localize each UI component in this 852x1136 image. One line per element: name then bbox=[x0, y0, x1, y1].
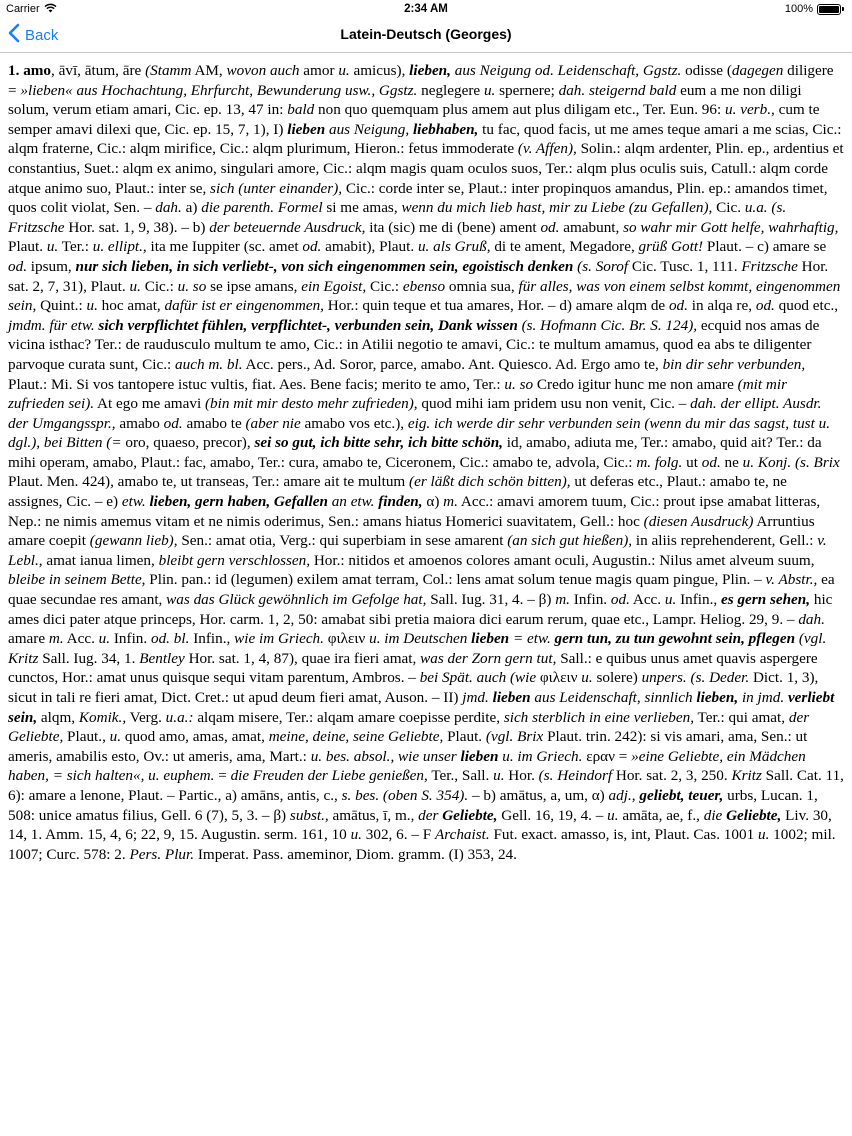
entry-segment: si me amas, bbox=[322, 199, 402, 217]
entry-segment: Quint.: bbox=[36, 297, 87, 315]
entry-segment: (aber nie bbox=[245, 414, 301, 432]
entry-segment: s. bes. (oben S. 354). bbox=[341, 786, 469, 804]
battery-fill bbox=[819, 6, 839, 13]
entry-segment: alqam misere, Ter.: alqam amare coepisse perdite, bbox=[193, 708, 504, 726]
entry-segment: adj., bbox=[608, 786, 636, 804]
entry-segment: der Geliebte, bbox=[8, 708, 810, 746]
entry-segment: liebhaben, bbox=[412, 120, 479, 138]
entry-segment: , āvī, ātum, āre bbox=[51, 62, 146, 79]
entry-segment: eig. ich werde dir sehr verbunden sein (wenn du mir das sagst, tust u. dgl.), bei Bitten (= bbox=[8, 414, 830, 452]
entry-segment: Cic.: bbox=[140, 277, 178, 295]
entry-segment: spernere; bbox=[495, 81, 559, 99]
entry-segment: (s. Sorof bbox=[573, 257, 629, 275]
entry-segment: u. so bbox=[177, 277, 207, 295]
entry-segment: α) bbox=[422, 493, 444, 511]
entry-segment: Geliebte, bbox=[722, 806, 782, 824]
entry-segment: a) bbox=[181, 199, 202, 217]
entry-segment: quod etc., bbox=[774, 297, 839, 315]
entry-segment: (er läßt dich schön bitten), bbox=[409, 473, 571, 491]
dictionary-entry bbox=[8, 61, 844, 864]
entry-segment: an etw. bbox=[327, 493, 375, 511]
wifi-icon bbox=[44, 3, 57, 16]
entry-segment: ita (sic) me di (bene) ament bbox=[365, 218, 541, 236]
entry-segment: Gell. 16, 19, 4. – bbox=[497, 806, 608, 824]
entry-segment: u. bbox=[581, 669, 593, 687]
entry-segment: Cic. Tusc. 1, 111. bbox=[628, 257, 742, 275]
entry-segment: Sall. Iug. 31, 4. – β) bbox=[426, 591, 556, 609]
entry-segment: lieben, bbox=[409, 62, 451, 79]
entry-segment: v. Abstr., bbox=[765, 571, 818, 589]
entry-segment: Credo igitur hunc me non amare bbox=[533, 375, 738, 393]
entry-segment: od. bbox=[302, 238, 322, 256]
entry-segment: Ter.: bbox=[58, 238, 93, 256]
entry-segment: verliebt sein, bbox=[8, 689, 835, 726]
entry-segment: di te ament, Megadore, bbox=[490, 238, 639, 256]
page-title: Latein-Deutsch (Georges) bbox=[340, 26, 512, 42]
entry-segment: etw. bbox=[121, 493, 146, 511]
entry-segment: jmd. bbox=[462, 689, 489, 706]
entry-segment: u. so bbox=[504, 375, 534, 393]
entry-segment: u. bbox=[46, 238, 59, 256]
entry-segment: wovon auch bbox=[226, 62, 300, 79]
entry-segment: ipsum, bbox=[26, 257, 76, 275]
entry-segment: Solin.: alqm ardenter, Plin. ep., ardentius et constantius, Suet.: alqm ex animo, singulari amore, Cic.: alqm magis quam oculos suos, Ter.: alqm plus oculis suis, Catull.: alqm corde atque animo suo, Plaut.: inter se, bbox=[8, 140, 844, 197]
entry-segment: u. bbox=[338, 62, 350, 79]
entry-segment: die Freuden der Liebe genießen, bbox=[230, 767, 428, 785]
entry-segment: ne bbox=[720, 453, 743, 471]
entry-segment: Infin., bbox=[189, 630, 235, 648]
entry-segment: nur sich lieben, in sich verliebt-, von sich eingenommen sein, egoistisch denken bbox=[75, 257, 574, 275]
entry-segment: Plaut.: Mi. Si vos tantopere istuc vultis, fiat. Aes. Bene facis; merito te amo, Ter.: bbox=[8, 375, 505, 393]
entry-segment: Plaut. bbox=[8, 238, 47, 256]
entry-segment: id, amabo, adiuta me, Ter.: amabo, quid ait? Ter.: da mihi operam, amabo, Plaut.: fac, amabo, Ter.: cura, amabo te, Ciceronem, Cic.: amabo te, advola, Cic.: bbox=[8, 434, 822, 471]
entry-segment: (s. Heindorf bbox=[538, 767, 613, 785]
entry-segment: gern tun, zu tun gewohnt sein, pflegen bbox=[550, 630, 796, 648]
entry-segment: quod mihi iam pridem usu non venit, Cic. – bbox=[417, 395, 691, 413]
entry-segment: Infin., bbox=[676, 591, 722, 609]
entry-segment: dagegen bbox=[731, 62, 784, 79]
back-label: Back bbox=[25, 26, 59, 44]
entry-segment: bin dir sehr verbunden, bbox=[662, 355, 806, 373]
entry-segment: aus Neigung, bbox=[325, 120, 413, 138]
entry-segment: Fritzsche bbox=[741, 257, 798, 275]
entry-segment: od. bbox=[701, 453, 721, 471]
entry-segment: »eine Geliebte, ein Mädchen haben, = sich halten«, u. euphem. bbox=[8, 747, 806, 785]
entry-segment: AM, bbox=[191, 62, 227, 79]
entry-segment: Cic.: corde inter se, Plaut.: inter propinquos amandus, Plin. ep.: amandos timet, quos colit violat, Sen. – bbox=[8, 179, 828, 217]
entry-segment: sich verpflichtet fühlen, verpflichtet-, verbunden sein, Dank wissen bbox=[94, 316, 518, 334]
entry-segment: = bbox=[214, 767, 231, 785]
entry-segment: odisse ( bbox=[681, 62, 732, 79]
entry-segment: Sall. Iug. 34, 1. bbox=[38, 649, 140, 667]
entry-segment: auch m. bl. bbox=[175, 355, 243, 373]
entry-segment: amabo bbox=[115, 414, 164, 432]
entry-segment: u. bbox=[483, 81, 496, 99]
entry-segment: ecquid nos amas de vicina isthac? Ter.: de raudusculo multum te amo, Cic.: in Atilii negotio te amavi, Cic.: te multum amamus, quod ea abs te diligenter parvoque curata sunt, Cic.: bbox=[8, 316, 820, 373]
entry-segment: hoc amat, bbox=[97, 297, 165, 315]
entry-segment: Acc. pers., Ad. Soror, parce, amabo. Ant. Quiesco. Ad. Ergo amo te, bbox=[242, 355, 663, 373]
entry-segment: lieben bbox=[287, 120, 326, 138]
entry-segment: amicus), bbox=[349, 62, 410, 79]
entry-segment: grüß Gott! bbox=[638, 238, 704, 256]
entry-segment: bald bbox=[287, 101, 315, 119]
entry-segment: für alles, was von einem selbst kommt, eingenommen sein, bbox=[8, 277, 841, 315]
entry-segment: neglegere bbox=[417, 81, 484, 99]
entry-segment: Hor. sat. 1, 9, 38). – b) bbox=[64, 218, 210, 236]
entry-segment: Acc.: amavi amorem tuum, Cic.: prout ipse amabat litteras, Nep.: ne nimis amemus vitam et ne nimis oderimus, Sen.: amans hiatus Homerici suavitatem, Gell.: hoc bbox=[8, 493, 821, 530]
entry-segment: bei Spät. auch (wie bbox=[419, 669, 537, 687]
entry-segment: cum te semper amavi dilexi que, Cic. ep. 15, 7, 1), I) bbox=[8, 101, 820, 138]
entry-segment: so wahr mir Gott helfe, wahrhaftig, bbox=[623, 218, 839, 236]
entry-segment: Pers. Plur. bbox=[129, 845, 195, 863]
entry-segment: wenn du mich lieb hast, mir zu Liebe (zu Gefallen), bbox=[401, 199, 713, 217]
entry-segment: tu fac, quod facis, ut me ames teque amari a me scias, Cic.: alqm fraterne, Cic.: alqm mirifice, Cic.: alqm plurimum, Hieron.: fetus immoderate bbox=[8, 120, 842, 158]
entry-segment: Arruntius amare coepit bbox=[8, 512, 815, 550]
entry-segment: 302, 6. – F bbox=[361, 826, 435, 844]
entry-segment: Plaut. trin. 242): si vis amari, ama, Sen.: ut ameris, amabilis esto, Ov.: ut ameris, ama, Mart.: bbox=[8, 728, 808, 765]
entry-segment: oro, quaeso, precor), bbox=[121, 434, 255, 452]
entry-segment: (vgl. Brix bbox=[485, 728, 544, 746]
entry-segment: se ipse amans, bbox=[206, 277, 302, 295]
entry-segment: = etw. bbox=[509, 630, 551, 648]
entry-segment: u. im Deutschen bbox=[369, 630, 468, 648]
entry-segment: Plaut. – c) amare se bbox=[703, 238, 827, 256]
entry-segment: bleibe in seinem Bette, bbox=[8, 571, 146, 589]
battery-icon bbox=[817, 4, 841, 15]
entry-segment: der bbox=[418, 806, 439, 824]
entry-segment: u. verb., bbox=[725, 101, 775, 119]
entry-segment: Sen.: amat otia, Verg.: qui superbiam in sese amarent bbox=[177, 532, 508, 550]
entry-segment: »lieben« aus Hochachtung, Ehrfurcht, Bewunderung usw., Ggstz. bbox=[20, 81, 418, 99]
status-right bbox=[785, 3, 844, 15]
carrier-label: Carrier bbox=[6, 3, 40, 15]
entry-segment: m. folg. bbox=[636, 453, 683, 471]
entry-segment: u. im Griech. bbox=[498, 747, 583, 765]
entry-segment: (gewann lieb), bbox=[89, 532, 178, 550]
entry-segment: Hor.: quin teque et tua amares, Hor. – d) amare alqm de bbox=[323, 297, 669, 315]
entry-segment: sich (unter einander), bbox=[210, 179, 343, 197]
entry-segment: Ter., Sall. bbox=[427, 767, 494, 785]
entry-segment: geliebt, teuer, bbox=[635, 786, 724, 804]
entry-segment: Cic.: bbox=[366, 277, 403, 295]
entry-segment: amātus, ī, m., bbox=[328, 806, 419, 824]
entry-segment: amabit), Plaut. bbox=[321, 238, 418, 256]
entry-segment: (v. Affen), bbox=[517, 140, 577, 158]
entry-segment: amabunt, bbox=[559, 218, 624, 236]
entry-segment: 1. amo bbox=[8, 62, 52, 79]
entry-segment: Hor. sat. 2, 7, 31), Plaut. bbox=[8, 257, 829, 295]
entry-segment: Acc. bbox=[629, 591, 665, 609]
entry-segment: u.a. (s. Fritzsche bbox=[8, 199, 787, 236]
entry-segment: der beteuernde Ausdruck, bbox=[209, 218, 366, 236]
entry-segment: Plaut., bbox=[63, 728, 110, 746]
entry-segment: Sall. Cat. 11, 6): amare a lenone, Plaut. – Partic., a) amāns, antis, c., bbox=[8, 767, 844, 804]
entry-segment: dah. bbox=[155, 199, 182, 217]
entry-segment: Plaut. bbox=[443, 728, 486, 746]
entry-segment: hic ames dici pater atque princeps, Hor. carm. 1, 2, 50: amabat sibi pretia maiora dici earum rerum, quae etc., Lampr. Heliog. 29, 9. – bbox=[8, 591, 833, 628]
entry-segment: ita me Iuppiter (sc. amet bbox=[146, 238, 303, 256]
entry-segment: die bbox=[703, 806, 723, 824]
entry-segment: lieben bbox=[488, 689, 531, 706]
entry-segment: u. bbox=[757, 826, 770, 844]
entry-segment: in aliis reprehenderent, Gell.: bbox=[632, 532, 818, 550]
entry-segment: m. bbox=[555, 591, 570, 609]
entry-segment: u. Konj. (s. Brix bbox=[742, 453, 840, 471]
entry-segment: At ego me amavi bbox=[94, 395, 205, 413]
entry-segment: ebenso bbox=[402, 277, 446, 295]
entry-segment: dafür ist er eingenommen, bbox=[164, 297, 324, 315]
entry-segment: aus Leidenschaft, sinnlich bbox=[530, 689, 693, 706]
status-left bbox=[6, 3, 57, 16]
entry-segment: Infin. bbox=[110, 630, 151, 648]
entry-segment: (diesen Ausdruck) bbox=[643, 512, 754, 530]
entry-segment: amat ianua limen, bbox=[42, 551, 159, 569]
entry-segment: dah. der ellipt. Ausdr. der Umgangsspr., bbox=[8, 395, 822, 432]
entry-segment: (s. Hofmann Cic. Br. S. 124), bbox=[517, 316, 698, 334]
entry-segment: dah. steigernd bald bbox=[558, 81, 677, 99]
entry-segment: od. bbox=[163, 414, 183, 432]
status-time: 2:34 AM bbox=[404, 3, 448, 15]
entry-segment: v. Lebl., bbox=[8, 532, 827, 569]
entry-segment: od. bl. bbox=[150, 630, 190, 648]
entry-segment: die parenth. Formel bbox=[201, 199, 323, 217]
entry-segment: u. bbox=[109, 728, 122, 746]
entry-segment: Verg. bbox=[126, 708, 166, 726]
entry-segment: 1002; mil. 1007; Curc. 578: 2. bbox=[8, 826, 836, 863]
entry-segment: amabo vos etc.), bbox=[300, 414, 408, 432]
entry-segment: u. als Gruß, bbox=[417, 238, 491, 256]
entry-segment: Archaist. bbox=[434, 826, 490, 844]
entry-segment: jmdm. für etw. bbox=[8, 316, 95, 334]
entry-segment: εραν = bbox=[582, 747, 632, 765]
status-bar bbox=[0, 0, 852, 18]
entry-segment: Hor.: nitidos et amoenos colores amant oculi, Augustin.: Nilus amet alveum suum, bbox=[310, 551, 815, 569]
entry-segment: Fut. exact. amasso, is, int, Plaut. Cas. 1001 bbox=[489, 826, 758, 844]
entry-segment: u. ellipt., bbox=[92, 238, 147, 256]
entry-segment: unpers. (s. Deder. bbox=[641, 669, 750, 687]
entry-segment: od. bbox=[610, 591, 630, 609]
entry-segment: aus Neigung od. Leidenschaft, Ggstz. bbox=[450, 62, 682, 79]
entry-segment: u. bes. absol., wie unser bbox=[310, 747, 457, 765]
entry-segment: es gern sehen, bbox=[721, 591, 811, 609]
entry-segment: Hor. sat. 1, 4, 87), quae ira fieri amat, bbox=[184, 649, 421, 667]
entry-segment: – b) amātus, a, um, α) bbox=[468, 786, 609, 804]
entry-segment: amare bbox=[8, 630, 49, 648]
entry-segment: ut bbox=[682, 453, 702, 471]
entry-segment: amabo te bbox=[182, 414, 246, 432]
entry-segment: ea quae secundae res amant, bbox=[8, 571, 835, 609]
entry-segment: omnia sua, bbox=[445, 277, 519, 295]
entry-segment: u.a.: bbox=[165, 708, 194, 726]
entry-segment: u. bbox=[350, 826, 362, 844]
entry-segment: meine, deine, seine Geliebte, bbox=[268, 728, 444, 746]
entry-segment: non quo quemquam plus amem aut plus diligam etc., Ter. Eun. 96: bbox=[314, 101, 726, 119]
entry-segment: lieben bbox=[467, 630, 510, 648]
entry-segment: m. bbox=[443, 493, 458, 511]
entry-segment: sei so gut, ich bitte sehr, ich bitte schön, bbox=[254, 434, 503, 452]
entry-segment: Geliebte, bbox=[438, 806, 498, 824]
entry-segment: Komik., bbox=[78, 708, 127, 726]
entry-segment: u. bbox=[664, 591, 677, 609]
entry-segment: Sall.: e quibus unus amet quavis aspergere cunctos, Hor.: amat unus quisque sequi vitam parentum, Ambros. – bbox=[8, 649, 818, 687]
entry-segment: u. bbox=[86, 297, 98, 315]
entry-segment: ein Egoist, bbox=[301, 277, 367, 295]
entry-segment: φιλειν bbox=[323, 630, 370, 648]
entry-segment: lieben, bbox=[692, 689, 739, 706]
entry-segment: amor bbox=[299, 62, 339, 79]
entry-segment: Hor. bbox=[504, 767, 539, 785]
entry-segment: od. bbox=[540, 218, 560, 236]
entry-segment: u. bbox=[98, 630, 111, 648]
entry-segment: ut deferas etc., Plaut.: amabo te, ne assignes, Cic. – e) bbox=[8, 473, 787, 511]
entry-segment: Imperat. Pass. ameminor, Diom. gramm. (I) 353, 24. bbox=[194, 845, 517, 863]
entry-segment: (vgl. Kritz bbox=[8, 630, 827, 667]
entry-segment: finden, bbox=[374, 493, 423, 511]
entry-segment: Bentley bbox=[139, 649, 185, 667]
entry-segment: (an sich gut hießen), bbox=[507, 532, 633, 550]
entry-segment: solere) bbox=[592, 669, 642, 687]
entry-segment: Infin. bbox=[569, 591, 611, 609]
entry-segment: diligere = bbox=[8, 62, 834, 99]
navigation-bar bbox=[0, 18, 852, 53]
entry-segment: (bin mit mir desto mehr zufrieden), bbox=[204, 395, 418, 413]
entry-segment: was der Zorn gern tut, bbox=[420, 649, 557, 667]
entry-segment: u. bbox=[129, 277, 141, 295]
entry-segment: (Stamm bbox=[145, 62, 192, 79]
entry-segment: Plin. pan.: id (legumen) exilem amat terram, Col.: lens amat solum tenue magis quam pingue, Plin. – bbox=[145, 571, 766, 589]
entry-segment: Kritz bbox=[731, 767, 762, 785]
entry-segment: wie im Griech. bbox=[234, 630, 324, 648]
entry-segment: amāta, ae, f., bbox=[618, 806, 704, 824]
entry-segment: lieben, gern haben, Gefallen bbox=[145, 493, 328, 511]
entry-segment: Dict. 1, 3), sicut in tali re fieri amat, Dict. Cret.: ut apud deum fieri amat, Auson. – II) bbox=[8, 669, 819, 706]
entry-segment: Cic. bbox=[712, 199, 745, 217]
entry-segment: sich sterblich in eine verlieben, bbox=[503, 708, 695, 726]
entry-segment: u. bbox=[607, 806, 619, 824]
entry-segment: subst., bbox=[289, 806, 329, 824]
entry-segment: u. bbox=[493, 767, 505, 785]
entry-segment: od. bbox=[8, 257, 27, 275]
entry-segment: bleibt gern verschlossen, bbox=[158, 551, 311, 569]
entry-segment: φιλειν bbox=[536, 669, 582, 687]
entry-segment: Acc. bbox=[63, 630, 99, 648]
battery-percent: 100% bbox=[784, 3, 813, 15]
entry-segment: urbs, Lucan. 1, 508: unice amatus filius, Gell. 6 (7), 5, 3. – β) bbox=[8, 786, 818, 824]
entry-segment: Ter.: qui amat, bbox=[694, 708, 789, 726]
entry-segment: od. bbox=[668, 297, 688, 315]
entry-segment: alqm, bbox=[37, 708, 79, 726]
entry-segment: in jmd. bbox=[738, 689, 785, 706]
entry-segment: in alqa re, bbox=[687, 297, 756, 315]
battery-tip bbox=[842, 7, 844, 11]
entry-segment: Liv. 30, 14, 1. Amm. 15, 4, 6; 22, 9, 15. Augustin. serm. 161, 10 bbox=[8, 806, 832, 844]
entry-segment: m. bbox=[48, 630, 64, 648]
entry-segment: dah. bbox=[798, 610, 825, 628]
entry-segment: Plaut. Men. 424), amabo te, ut transeas, Ter.: amare ait te multum bbox=[8, 473, 410, 491]
entry-segment: eum a me non diligi solum, verum etiam amari, Cic. ep. 13, 47 in: bbox=[8, 81, 802, 119]
entry-segment: Hor. sat. 2, 3, 250. bbox=[612, 767, 732, 785]
entry-segment: (mit mir zufrieden sei). bbox=[8, 375, 788, 413]
entry-segment: was das Glück gewöhnlich im Gefolge hat, bbox=[166, 591, 427, 609]
entry-segment: lieben bbox=[456, 747, 499, 765]
entry-segment: quod amo, amas, amat, bbox=[121, 728, 269, 746]
entry-segment: od. bbox=[755, 297, 775, 315]
